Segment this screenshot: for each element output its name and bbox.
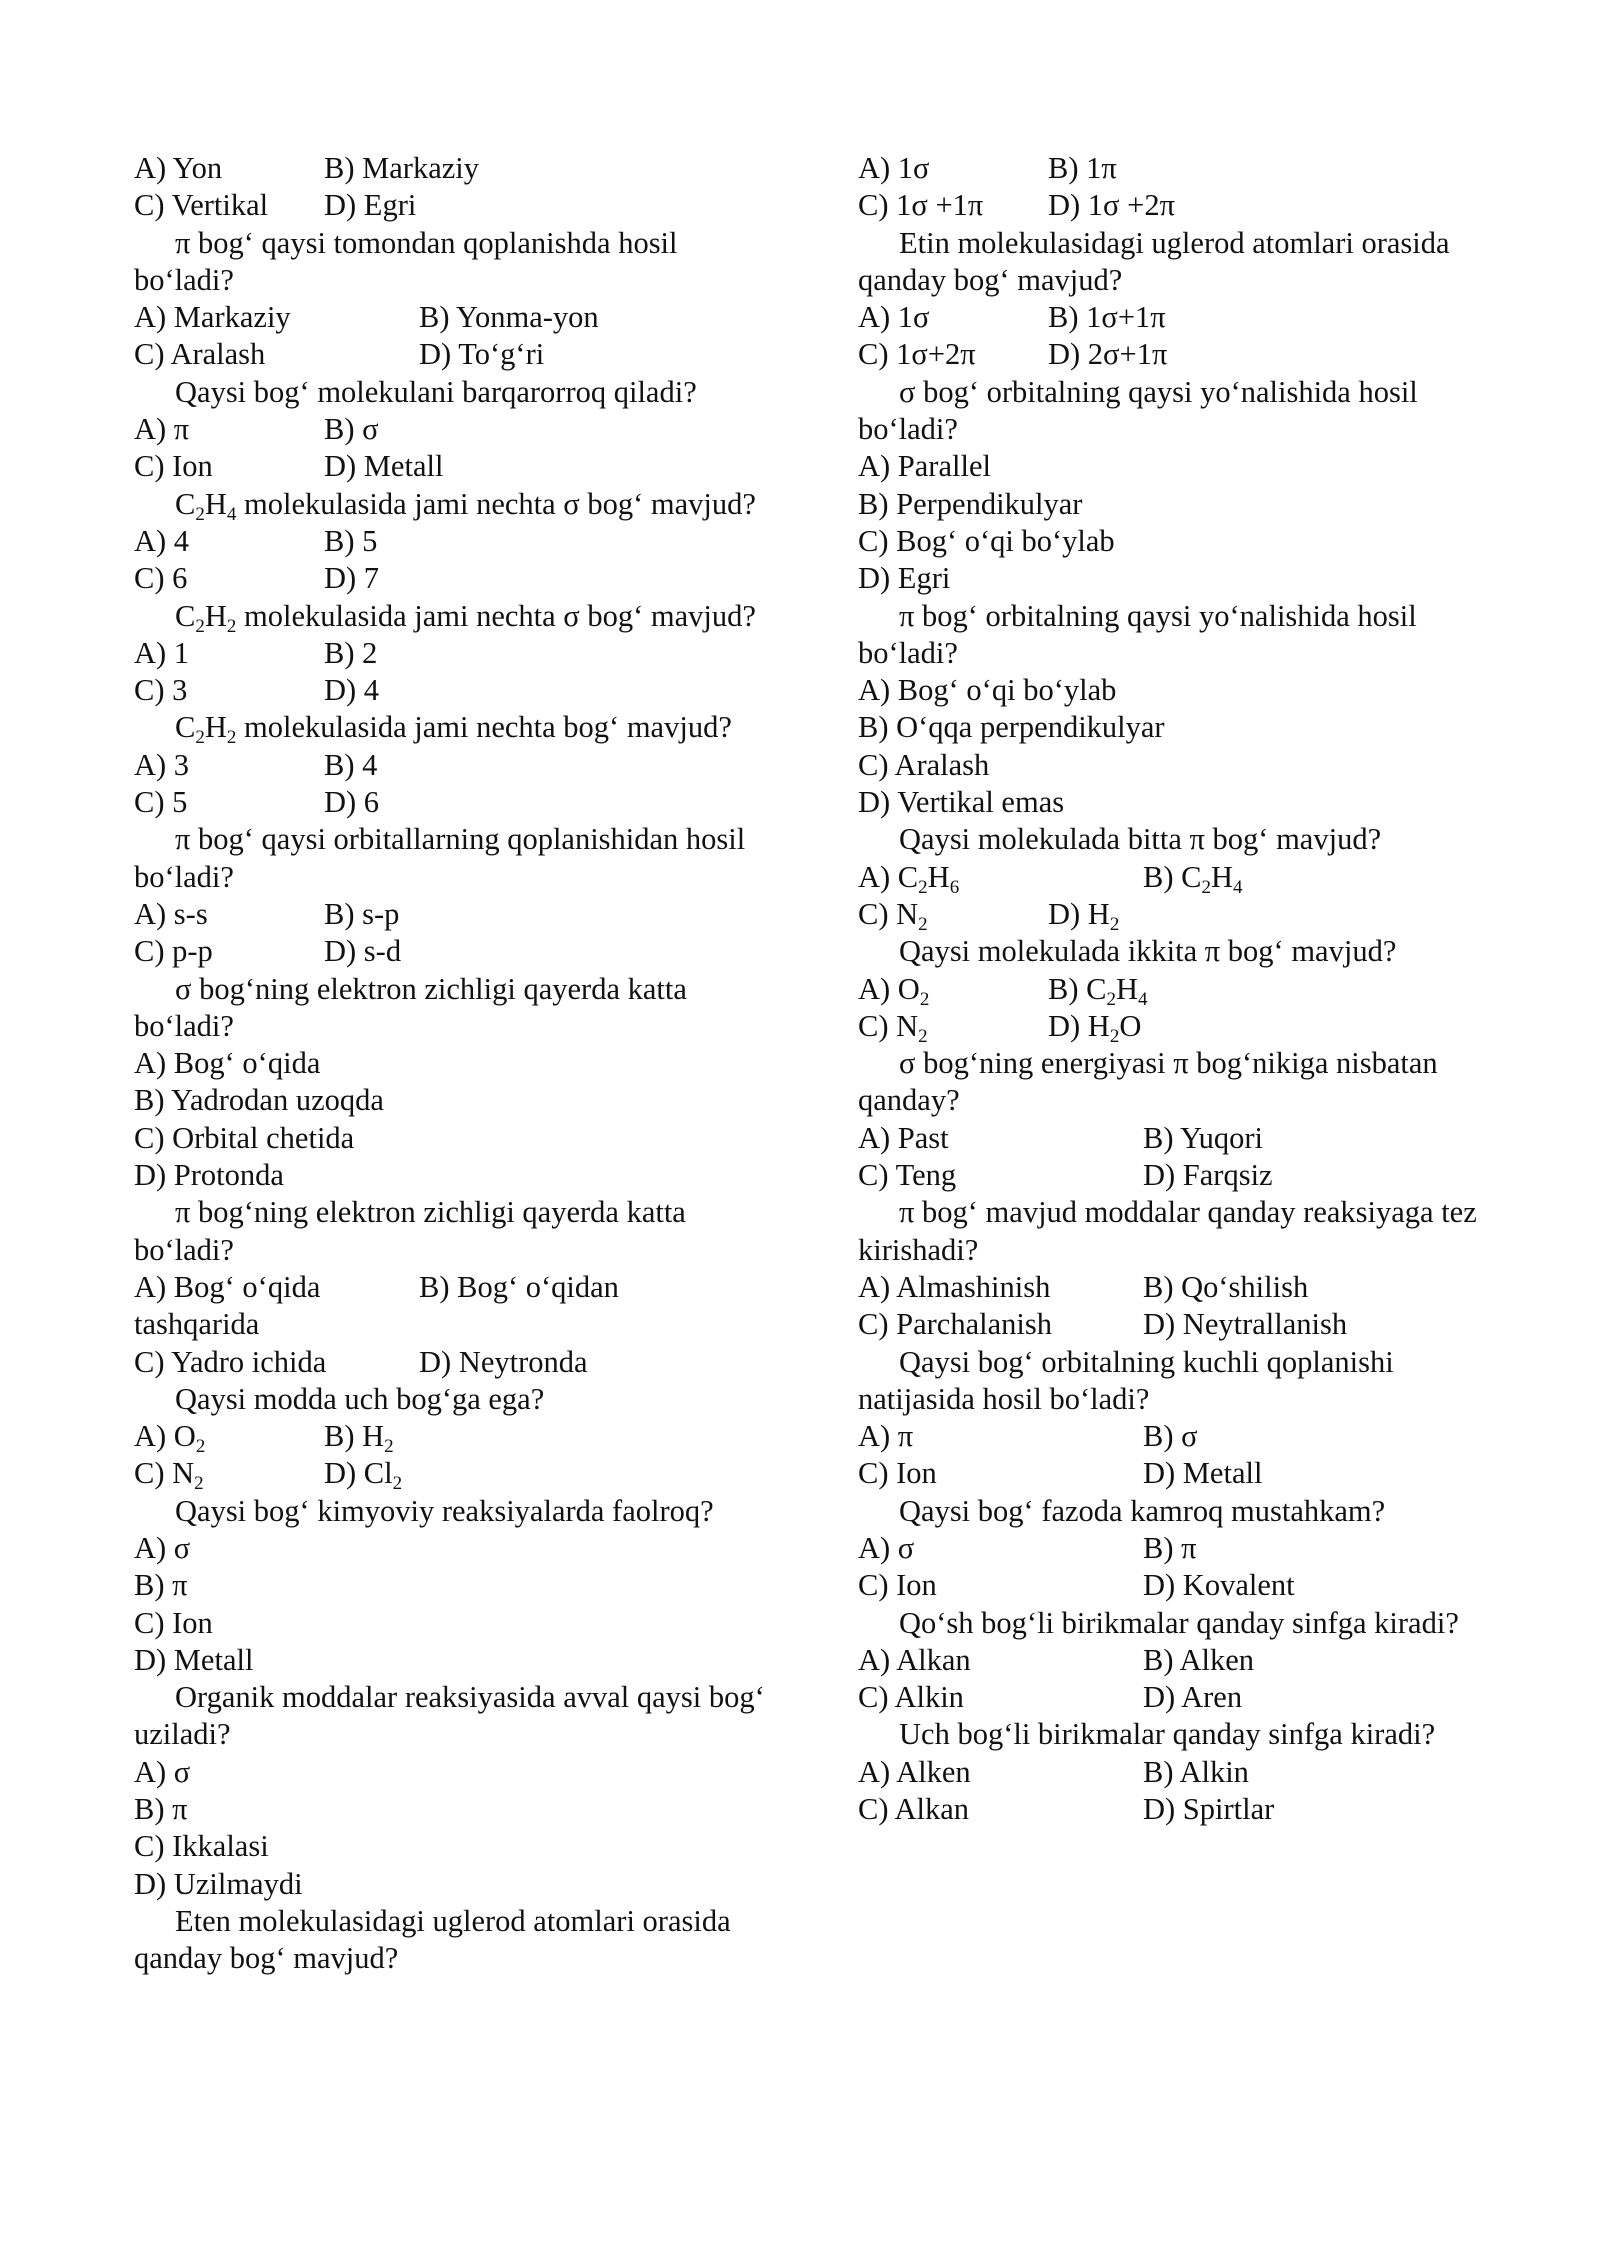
question-text: σ bog‘ning energiyasi π bog‘nikiga nisbatan qanday? (858, 1046, 1438, 1118)
answer-option: A) $O_2$ (134, 1419, 206, 1458)
question-text: π bog‘ mavjud moddalar qanday reaksiyaga tez kirishadi? (858, 1195, 1477, 1267)
question-text: Qaysi molekulada bitta π bog‘ mavjud? (899, 822, 1382, 857)
answer-row (858, 150, 1498, 187)
question-text: Qaysi bog‘ molekulani barqarorroq qiladi? (175, 374, 697, 409)
answer-option: D) Metall (134, 1642, 254, 1677)
answer-option: C) Ikkalasi (134, 1829, 269, 1864)
answer-option: A) 1σ (858, 151, 930, 185)
answer-option: A) σ (858, 1530, 915, 1565)
answer-option: B) Qo‘shilish (1143, 1269, 1309, 1304)
answer-option: D) Egri (858, 561, 951, 596)
answer-option: B) 4 (324, 747, 378, 782)
answer-option: D) 7 (324, 561, 380, 596)
answer-row (134, 672, 774, 709)
answer-option: C) 3 (134, 673, 188, 708)
left-column (134, 150, 774, 1978)
answer-option: B) π (1143, 1530, 1197, 1565)
answer-row (858, 1157, 1498, 1194)
answer-option: C) p-p (134, 934, 213, 969)
answer-row (134, 150, 774, 187)
answer-option: C) 6 (134, 561, 188, 596)
answer-row (858, 1567, 1498, 1604)
answer-option: B) 2 (324, 635, 378, 670)
question-text: Qaysi modda uch bog‘ga ega? (175, 1381, 545, 1416)
answer-option: B) Alken (1143, 1642, 1254, 1677)
question-text: Etin molekulasidagi uglerod atomlari orasida qanday bog‘ mavjud? (858, 225, 1450, 297)
answer-option: B) Bog‘ o‘qidan (419, 1269, 619, 1304)
answer-row (134, 1269, 774, 1306)
answer-option: D) 2σ+1π (1048, 337, 1168, 372)
answer-option: D) Metall (324, 449, 444, 484)
question-text: Qaysi bog‘ fazoda kamroq mustahkam? (899, 1493, 1386, 1528)
answer-row (858, 187, 1498, 224)
answer-option: A) π (134, 412, 190, 447)
answer-option: D) $H_2O$ (1048, 1008, 1142, 1047)
answer-row (134, 523, 774, 560)
answer-option: C) Aralash (858, 747, 990, 782)
answer-option: B) π (134, 1568, 188, 1603)
answer-option: D) Spirtlar (1143, 1792, 1275, 1827)
answer-option: A) σ (134, 1530, 191, 1565)
answer-option: D) $Cl_2$ (324, 1456, 403, 1495)
answer-option: D) Egri (324, 188, 417, 223)
question-text: $C_2H_2$ molekulasida jami nechta bog‘ mavjud? (175, 710, 732, 749)
answer-row (134, 933, 774, 970)
answer-row (134, 635, 774, 672)
answer-option: C) Yadro ichida (134, 1344, 327, 1379)
question-text: $C_2H_2$ molekulasida jami nechta σ bog‘ mavjud? (175, 598, 756, 637)
answer-option: B) Alkin (1143, 1754, 1249, 1789)
answer-option: D) Uzilmaydi (134, 1866, 303, 1901)
answer-option: A) σ (134, 1754, 191, 1789)
answer-option: A) Bog‘ o‘qida (134, 1046, 321, 1081)
answer-option: B) O‘qqa perpendikulyar (858, 710, 1165, 745)
answer-option: B) Markaziy (324, 151, 479, 185)
answer-option: B) σ (324, 412, 379, 447)
answer-option: A) Parallel (858, 449, 991, 484)
answer-row (134, 1344, 774, 1381)
answer-option: D) To‘g‘ri (419, 337, 545, 372)
answer-row (134, 1455, 774, 1495)
answer-option: B) Yonma-yon (419, 300, 599, 335)
answer-option: C) Alkan (858, 1792, 969, 1827)
answer-option: A) 4 (134, 523, 190, 558)
answer-option: B) $C_2H_4$ (1143, 859, 1243, 898)
answer-option: D) 4 (324, 673, 380, 708)
answer-option: A) Markaziy (134, 300, 291, 335)
answer-option: D) 1σ +2π (1048, 188, 1175, 223)
answer-option: A) Bog‘ o‘qida (134, 1269, 321, 1304)
question-text: Qaysi bog‘ kimyoviy reaksiyalarda faolroq? (175, 1493, 714, 1528)
answer-option: C) 5 (134, 785, 188, 820)
question-text: Qaysi bog‘ orbitalning kuchli qoplanishi natijasida hosil bo‘ladi? (858, 1344, 1394, 1416)
answer-option: C) Orbital chetida (134, 1120, 355, 1155)
answer-option: D) s-d (324, 934, 402, 969)
answer-option: B) 1π (1048, 151, 1117, 185)
answer-option: B) Perpendikulyar (858, 486, 1083, 521)
answer-option: C) 1σ +1π (858, 188, 984, 223)
answer-row (134, 1418, 774, 1458)
answer-row (858, 336, 1498, 373)
answer-option: A) 1 (134, 635, 190, 670)
answer-row (858, 859, 1498, 896)
answer-option: B) Yuqori (1143, 1120, 1264, 1155)
answer-option: C) Ion (858, 1568, 937, 1603)
answer-option: C) Ion (134, 1605, 213, 1640)
answer-row (858, 1269, 1498, 1306)
answer-row (134, 336, 774, 373)
answer-option: A) π (858, 1419, 914, 1454)
question-text: Qo‘sh bog‘li birikmalar qanday sinfga kiradi? (899, 1605, 1459, 1640)
answer-row (134, 896, 774, 933)
answer-option: C) Ion (858, 1456, 937, 1491)
answer-option: A) Almashinish (858, 1269, 1051, 1304)
answer-option: tashqarida (134, 1307, 260, 1342)
answer-row (134, 448, 774, 485)
answer-row (134, 187, 774, 224)
answer-row (858, 1120, 1498, 1157)
answer-option: A) s-s (134, 896, 208, 931)
answer-option: A) Past (858, 1120, 949, 1155)
answer-row (134, 560, 774, 597)
answer-row (134, 784, 774, 821)
answer-option: D) Metall (1143, 1456, 1263, 1491)
answer-option: D) Vertikal emas (858, 785, 1065, 820)
answer-option: C) 1σ+2π (858, 337, 976, 372)
answer-option: A) Alkan (858, 1642, 971, 1677)
question-text: Qaysi molekulada ikkita π bog‘ mavjud? (899, 934, 1397, 969)
answer-option: C) $N_2$ (858, 896, 928, 935)
answer-row (134, 299, 774, 336)
answer-option: C) $N_2$ (134, 1456, 204, 1495)
answer-row (858, 1306, 1498, 1343)
answer-option: C) Bog‘ o‘qi bo‘ylab (858, 523, 1115, 558)
answer-row (858, 1008, 1498, 1045)
answer-option: B) $H_2$ (324, 1419, 394, 1458)
answer-option: A) Yon (134, 151, 223, 185)
answer-option: A) 3 (134, 747, 190, 782)
answer-option: D) Neytronda (419, 1344, 588, 1379)
answer-row (858, 1530, 1498, 1567)
answer-row (858, 971, 1498, 1008)
answer-option: B) s-p (324, 896, 400, 931)
answer-option: B) 5 (324, 523, 378, 558)
answer-option: B) $C_2H_4$ (1048, 971, 1148, 1010)
question-text: π bog‘ning elektron zichligi qayerda katta bo‘ladi? (134, 1195, 686, 1267)
answer-option: C) Ion (134, 449, 213, 484)
question-text: Eten molekulasidagi uglerod atomlari orasida qanday bog‘ mavjud? (134, 1903, 731, 1976)
answer-option: A) $O_2$ (858, 971, 930, 1010)
answer-row (858, 1455, 1498, 1492)
answer-row (858, 299, 1498, 336)
answer-row (134, 747, 774, 784)
question-text: Uch bog‘li birikmalar qanday sinfga kiradi? (899, 1717, 1436, 1752)
answer-row (858, 1642, 1498, 1679)
answer-option: B) Yadrodan uzoqda (134, 1083, 384, 1118)
answer-option: C) Teng (858, 1158, 957, 1193)
question-text: π bog‘ qaysi orbitallarning qoplanishidan hosil bo‘ladi? (134, 822, 746, 894)
question-text: π bog‘ orbitalning qaysi yo‘nalishida hosil bo‘ladi? (858, 598, 1417, 670)
answer-option: D) Kovalent (1143, 1568, 1295, 1603)
answer-row (134, 411, 774, 448)
answer-option: C) Vertikal (134, 188, 269, 223)
answer-row (858, 1754, 1498, 1791)
question-text: π bog‘ qaysi tomondan qoplanishda hosil bo‘ladi? (134, 225, 678, 297)
answer-option: A) 1σ (858, 300, 930, 335)
answer-option: B) σ (1143, 1419, 1198, 1454)
answer-option: C) Parchalanish (858, 1307, 1052, 1342)
answer-row (858, 896, 1498, 933)
right-column (858, 150, 1498, 1828)
answer-option: A) $C_2H_6$ (858, 859, 960, 898)
answer-row (858, 1791, 1498, 1828)
question-text: $C_2H_4$ molekulasida jami nechta σ bog‘ mavjud? (175, 486, 756, 525)
answer-option: A) Alken (858, 1754, 971, 1789)
answer-option: B) 1σ+1π (1048, 300, 1166, 335)
answer-option: C) Alkin (858, 1680, 964, 1715)
answer-row (858, 1418, 1498, 1455)
answer-option: B) π (134, 1792, 188, 1827)
answer-row (858, 1679, 1498, 1716)
question-text: Organik moddalar reaksiyasida avval qaysi bog‘ uziladi? (134, 1680, 765, 1752)
answer-option: A) Bog‘ o‘qi bo‘ylab (858, 673, 1117, 708)
answer-option: D) Neytrallanish (1143, 1307, 1348, 1342)
question-text: σ bog‘ning elektron zichligi qayerda katta bo‘ladi? (134, 971, 687, 1043)
answer-option: C) Aralash (134, 337, 266, 372)
answer-option: D) Aren (1143, 1680, 1243, 1715)
answer-option: D) $H_2$ (1048, 896, 1120, 935)
question-text: σ bog‘ orbitalning qaysi yo‘nalishida hosil bo‘ladi? (858, 374, 1418, 447)
answer-option: C) $N_2$ (858, 1008, 928, 1047)
answer-option: D) Farqsiz (1143, 1158, 1273, 1193)
answer-option: D) Protonda (134, 1158, 284, 1193)
answer-option: D) 6 (324, 785, 380, 820)
